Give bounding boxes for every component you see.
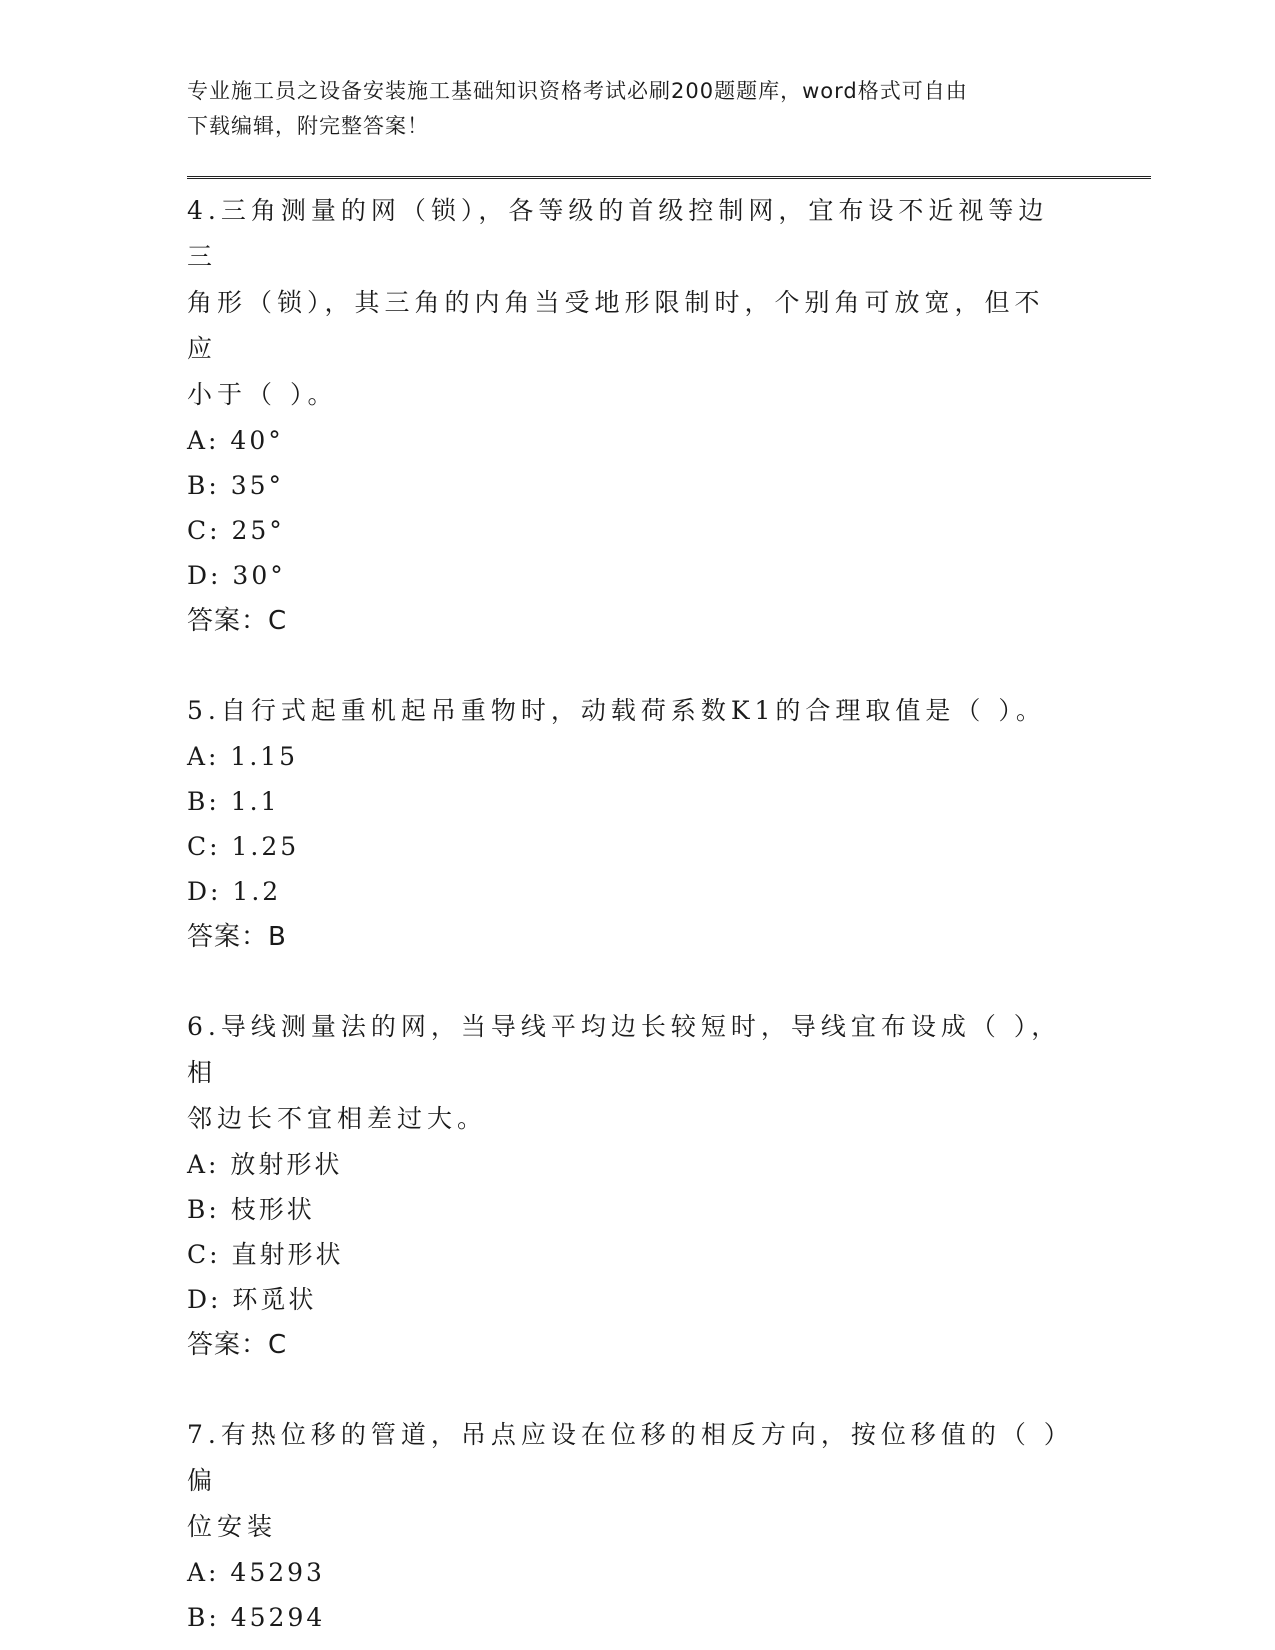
question-text-line: 小于（ ）。 — [187, 380, 338, 409]
header-line-2: 下载编辑，附完整答案！ — [187, 114, 429, 138]
option-a: A: 1.15 — [187, 742, 299, 771]
question-text-line: 位安装 — [187, 1512, 278, 1541]
answer-line: 答案：C — [187, 606, 288, 636]
answer-line: 答案：C — [187, 1330, 288, 1360]
option-c: C: 25° — [187, 516, 285, 545]
option-a: A: 放射形状 — [187, 1150, 343, 1179]
question-text-line: 7.有热位移的管道，吊点应设在位移的相反方向，按位移值的（ ）偏 — [187, 1420, 1062, 1495]
option-b: B: 45294 — [187, 1603, 326, 1632]
option-d: D: 30° — [187, 561, 286, 590]
option-b: B: 1.1 — [187, 787, 280, 816]
option-b: B: 35° — [187, 471, 285, 500]
question-4 — [187, 188, 1067, 644]
option-c: C: 1.25 — [187, 832, 300, 861]
question-6 — [187, 1004, 1067, 1368]
question-7 — [187, 1412, 1067, 1640]
option-a: A: 45293 — [187, 1558, 325, 1587]
question-text-line: 6.导线测量法的网，当导线平均边长较短时，导线宜布设成（ ），相 — [187, 1012, 1062, 1087]
question-text-line: 角形（锁），其三角的内角当受地形限制时，个别角可放宽，但不应 — [187, 288, 1045, 363]
question-text-line: 5.自行式起重机起吊重物时，动载荷系数K1的合理取值是（ ）。 — [187, 696, 1046, 725]
question-5 — [187, 688, 1067, 960]
option-b: B: 枝形状 — [187, 1195, 315, 1224]
question-text-line: 邻边长不宜相差过大。 — [187, 1104, 488, 1133]
option-d: D: 1.2 — [187, 877, 282, 906]
document-header — [187, 74, 1067, 144]
header-line-1: 专业施工员之设备安装施工基础知识资格考试必刷200题题库，word格式可自由 — [187, 79, 968, 103]
question-text-line: 4.三角测量的网（锁），各等级的首级控制网，宜布设不近视等边三 — [187, 196, 1049, 271]
question-list — [187, 188, 1067, 1640]
option-d: D: 环觅状 — [187, 1285, 317, 1314]
answer-line: 答案：B — [187, 922, 287, 952]
option-a: A: 40° — [187, 426, 284, 455]
header-divider — [187, 176, 1151, 179]
option-c: C: 直射形状 — [187, 1240, 344, 1269]
